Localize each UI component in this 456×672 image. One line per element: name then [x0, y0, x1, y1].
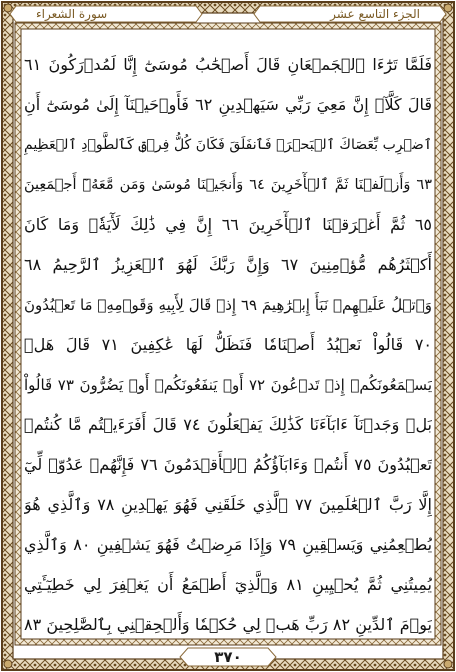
text-line: ٱضۡرِب بِّعَصَاكَ ٱلۡبَحۡرَۖ فَٱنفَلَقَ فَكَانَ كُلُّ فِرۡقٖ كَٱلطَّوۡدِ ٱلۡعَظِيمِ [24, 137, 432, 153]
text-line: فَلَمَّا تَرَٰٓءَا ٱلۡجَمۡعَانِ قَالَ أَصۡحَٰبُ مُوسَىٰٓ إِنَّا لَمُدۡرَكُونَ ٦١ [24, 55, 432, 74]
text-line: إِلَّا رَبَّ ٱلۡعَٰلَمِينَ ٧٧ ٱلَّذِي خَلَقَنِي فَهُوَ يَهۡدِينِ ٧٨ وَٱلَّذِي هُوَ [24, 495, 432, 514]
text-line: ٦٥ ثُمَّ أَغۡرَقۡنَا ٱلۡأٓخَرِينَ ٦٦ إِنَّ فِي ذَٰلِكَ لَأٓيَةٗۖ وَمَا كَانَ [24, 215, 432, 234]
text-line: وَٱتۡلُ عَلَيۡهِمۡ نَبَأَ إِبۡرَٰهِيمَ ٦٩ إِذۡ قَالَ لِأَبِيهِ وَقَوۡمِهِۦ مَا تَعۡبُدُونَ [24, 296, 432, 314]
text-line: ٦٣ وَأَزۡلَفۡنَا ثَمَّ ٱلۡأٓخَرِينَ ٦٤ وَأَنجَيۡنَا مُوسَىٰ وَمَن مَّعَهُۥٓ أَجۡمَعِينَ [24, 177, 432, 193]
page-number: ٣٧٠ [214, 648, 242, 666]
quran-text-body [24, 50, 432, 642]
text-line: يُطۡعِمُنِي وَيَسۡقِينِ ٧٩ وَإِذَا مَرِضۡتُ فَهُوَ يَشۡفِينِ ٨٠ وَٱلَّذِي [24, 535, 432, 554]
text-line: تَعۡبُدُونَ ٧٥ أَنتُمۡ وَءَابَآؤُكُمُ ٱلۡأَقۡدَمُونَ ٧٦ فَإِنَّهُمۡ عَدُوّٞ لِّيٓ [24, 455, 432, 474]
text-line: بَلۡ وَجَدۡنَآ ءَابَآءَنَا كَذَٰلِكَ يَفۡعَلُونَ ٧٤ قَالَ أَفَرَءَيۡتُم مَّا كُنتُمۡ [24, 415, 432, 434]
text-line: ٧٠ قَالُواْ نَعۡبُدُ أَصۡنَامٗا فَنَظَلُّ لَهَا عَٰكِفِينَ ٧١ قَالَ هَلۡ [24, 335, 432, 354]
juz-label: الجزء التاسع عشر [330, 7, 420, 21]
text-line: يَسۡمَعُونَكُمۡ إِذۡ تَدۡعُونَ ٧٢ أَوۡ يَنفَعُونَكُمۡ أَوۡ يَضُرُّونَ ٧٣ قَالُواْ [24, 376, 432, 394]
text-line: أَكۡثَرُهُم مُّؤۡمِنِينَ ٦٧ وَإِنَّ رَبَّكَ لَهُوَ ٱلۡعَزِيزُ ٱلرَّحِيمُ ٦٨ [24, 255, 432, 274]
text-line: يُمِيتُنِي ثُمَّ يُحۡيِينِ ٨١ وَٱلَّذِيٓ أَطۡمَعُ أَن يَغۡفِرَ لِي خَطِيٓـَٔتِي [24, 575, 432, 594]
text-line: قَالَ كَلَّآۖ إِنَّ مَعِيَ رَبِّي سَيَهۡدِينِ ٦٢ فَأَوۡحَيۡنَآ إِلَىٰ مُوسَىٰٓ أَنِ [24, 95, 432, 114]
text-line: يَوۡمَ ٱلدِّينِ ٨٢ رَبِّ هَبۡ لِي حُكۡمٗا وَأَلۡحِقۡنِي بِٱلصَّٰلِحِينَ ٨٣ [24, 615, 432, 634]
surah-label: سورة الشعراء [36, 7, 108, 21]
